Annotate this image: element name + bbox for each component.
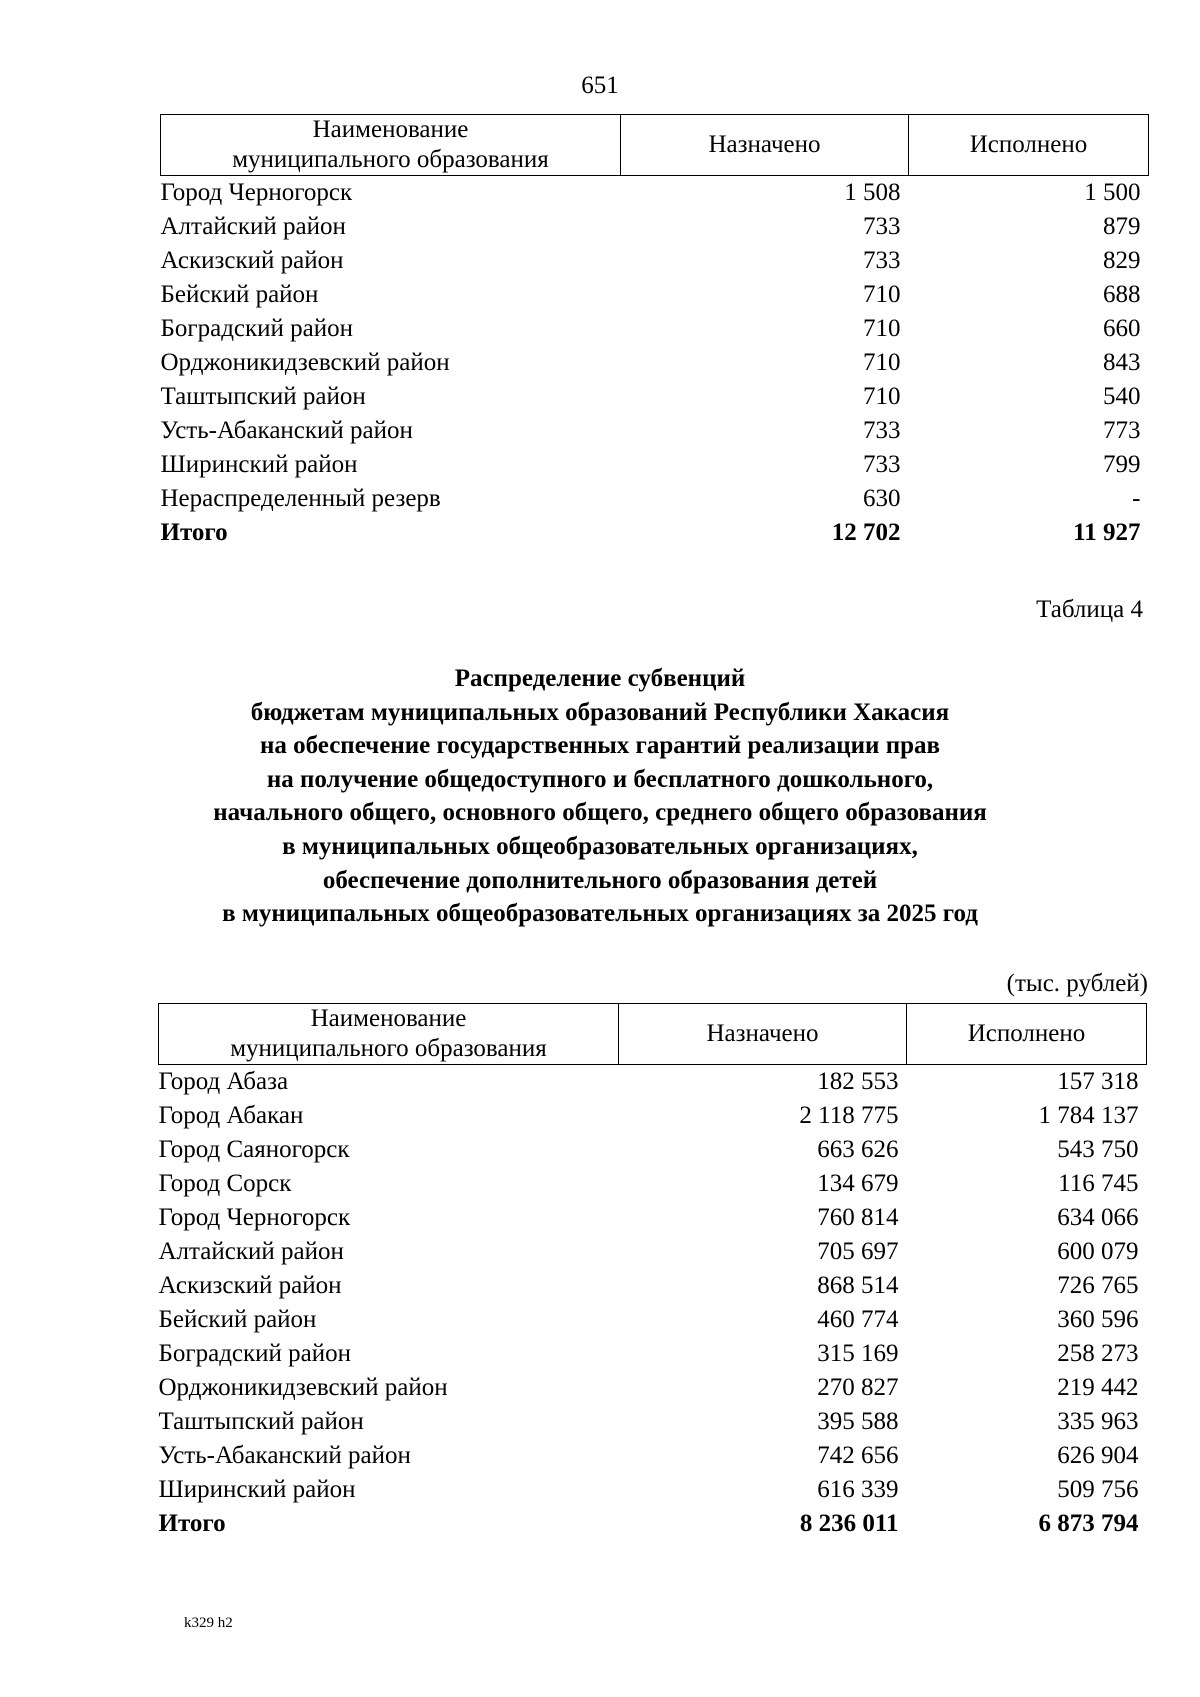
municipality-cell: Усть-Абаканский район [158,1442,411,1469]
municipality-cell: Город Саяногорск [158,1136,350,1163]
executed-cell: 360 596 [1057,1306,1139,1333]
table-row [159,1439,1147,1473]
table-row [161,176,1149,211]
assigned-cell: 12 702 [831,519,901,546]
executed-cell: 335 963 [1057,1408,1139,1435]
header-municipality-line2: муниципального образования [232,146,549,173]
executed-cell: 6 873 794 [1038,1510,1139,1537]
assigned-cell: 710 [863,383,901,410]
table-header-row [161,115,1149,176]
table-row [159,1167,1147,1201]
executed-cell: 688 [1103,281,1141,308]
assigned-cell: 663 626 [817,1136,899,1163]
assigned-cell: 315 169 [817,1340,899,1367]
executed-cell: - [1132,485,1141,512]
executed-cell: 219 442 [1057,1374,1139,1401]
municipality-cell: Орджоникидзевский район [158,1374,448,1401]
header-executed: Исполнено [907,1004,1147,1065]
executed-cell: 879 [1103,213,1141,240]
municipality-cell: Город Черногорск [158,1204,351,1231]
municipality-cell: Итого [160,519,228,546]
header-assigned: Назначено [619,1004,907,1065]
header-municipality [161,115,621,176]
municipality-cell: Алтайский район [158,1238,344,1265]
table-row [159,1133,1147,1167]
executed-cell: 540 [1103,383,1141,410]
header-municipality-line2: муниципального образования [230,1035,547,1062]
table-row [159,1371,1147,1405]
footer-code: k329 h2 [184,1615,233,1631]
assigned-cell: 270 827 [817,1374,899,1401]
header-assigned: Назначено [621,115,909,176]
executed-cell: 1 784 137 [1038,1102,1139,1129]
municipality-cell: Ширинский район [160,451,358,478]
subsidy-table-4 [158,1003,1147,1541]
assigned-cell: 134 679 [817,1170,899,1197]
table-number-label: Таблица 4 [1036,596,1143,623]
municipality-cell: Боградский район [158,1340,352,1367]
executed-cell: 726 765 [1057,1272,1139,1299]
table-row [161,346,1149,380]
assigned-cell: 733 [863,213,901,240]
executed-cell: 11 927 [1073,519,1141,546]
title-line: в муниципальных общеобразовательных организациях, [282,832,918,860]
assigned-cell: 8 236 011 [799,1510,899,1537]
title-line: бюджетам муниципальных образований Республики Хакасия [250,698,950,726]
table-row [159,1473,1147,1507]
assigned-cell: 742 656 [817,1442,899,1469]
table-row [159,1269,1147,1303]
table-row [161,278,1149,312]
assigned-cell: 868 514 [817,1272,899,1299]
assigned-cell: 710 [863,349,901,376]
page-number: 651 [581,72,619,99]
assigned-cell: 616 339 [817,1476,899,1503]
header-executed: Исполнено [909,115,1149,176]
assigned-cell: 710 [863,315,901,342]
municipality-cell: Ширинский район [158,1476,356,1503]
municipality-cell: Орджоникидзевский район [160,349,450,376]
title-line: обеспечение дополнительного образования детей [322,866,878,894]
assigned-cell: 460 774 [817,1306,899,1333]
municipality-cell: Боградский район [160,315,354,342]
municipality-cell: Город Сорск [158,1170,292,1197]
executed-cell: 1 500 [1084,179,1141,206]
assigned-cell: 2 118 775 [799,1102,899,1129]
table-row [161,482,1149,516]
executed-cell: 116 745 [1058,1170,1139,1197]
assigned-cell: 733 [863,417,901,444]
municipality-cell: Таштыпский район [160,383,366,410]
municipality-cell: Город Абаза [158,1068,289,1095]
table-row [161,312,1149,346]
executed-cell: 626 904 [1057,1442,1139,1469]
table-row [159,1337,1147,1371]
municipality-cell: Аскизский район [158,1272,342,1299]
municipality-cell: Город Абакан [158,1102,304,1129]
unit-label: (тыс. рублей) [1006,970,1148,997]
table-row [161,414,1149,448]
executed-cell: 509 756 [1057,1476,1139,1503]
assigned-cell: 395 588 [817,1408,899,1435]
executed-cell: 843 [1103,349,1141,376]
municipality-cell: Нераспределенный резерв [160,485,441,512]
table-row [161,448,1149,482]
executed-cell: 157 318 [1057,1068,1139,1095]
executed-cell: 773 [1103,417,1141,444]
subsidy-table-previous [160,114,1149,550]
header-municipality-line1: Наименование [310,1005,467,1032]
table-body [161,176,1149,551]
title-line: начального общего, основного общего, среднего общего образования [213,799,987,827]
table-body [159,1065,1147,1542]
assigned-cell: 182 553 [817,1068,899,1095]
table-row [159,1235,1147,1269]
municipality-cell: Аскизский район [160,247,344,274]
executed-cell: 829 [1103,247,1141,274]
executed-cell: 543 750 [1057,1136,1139,1163]
table-header-row [159,1004,1147,1065]
title-line: в муниципальных общеобразовательных организациях за 2025 год [222,900,978,928]
title-line: на получение общедоступного и бесплатного дошкольного, [266,765,934,793]
executed-cell: 258 273 [1057,1340,1139,1367]
table-row [161,244,1149,278]
municipality-cell: Таштыпский район [158,1408,364,1435]
municipality-cell: Алтайский район [160,213,346,240]
assigned-cell: 630 [863,485,901,512]
table-row [161,210,1149,244]
header-municipality [159,1004,619,1065]
header-municipality-line1: Наименование [312,116,469,143]
total-row [161,516,1149,550]
municipality-cell: Бейский район [158,1306,317,1333]
executed-cell: 799 [1103,451,1141,478]
title-line: на обеспечение государственных гарантий реализации прав [259,732,941,760]
assigned-cell: 1 508 [844,179,901,206]
table-row [159,1201,1147,1235]
municipality-cell: Итого [158,1510,226,1537]
executed-cell: 600 079 [1057,1238,1139,1265]
table-title [0,662,1200,931]
executed-cell: 634 066 [1057,1204,1139,1231]
assigned-cell: 733 [863,247,901,274]
executed-cell: 660 [1103,315,1141,342]
table-row [159,1065,1147,1100]
municipality-cell: Усть-Абаканский район [160,417,413,444]
municipality-cell: Город Черногорск [160,179,353,206]
municipality-cell: Бейский район [160,281,319,308]
assigned-cell: 760 814 [817,1204,899,1231]
assigned-cell: 733 [863,451,901,478]
title-line: Распределение субвенций [454,665,746,692]
table-row [159,1405,1147,1439]
table-row [159,1099,1147,1133]
table-row [161,380,1149,414]
table-row [159,1303,1147,1337]
total-row [159,1507,1147,1541]
assigned-cell: 705 697 [817,1238,899,1265]
assigned-cell: 710 [863,281,901,308]
